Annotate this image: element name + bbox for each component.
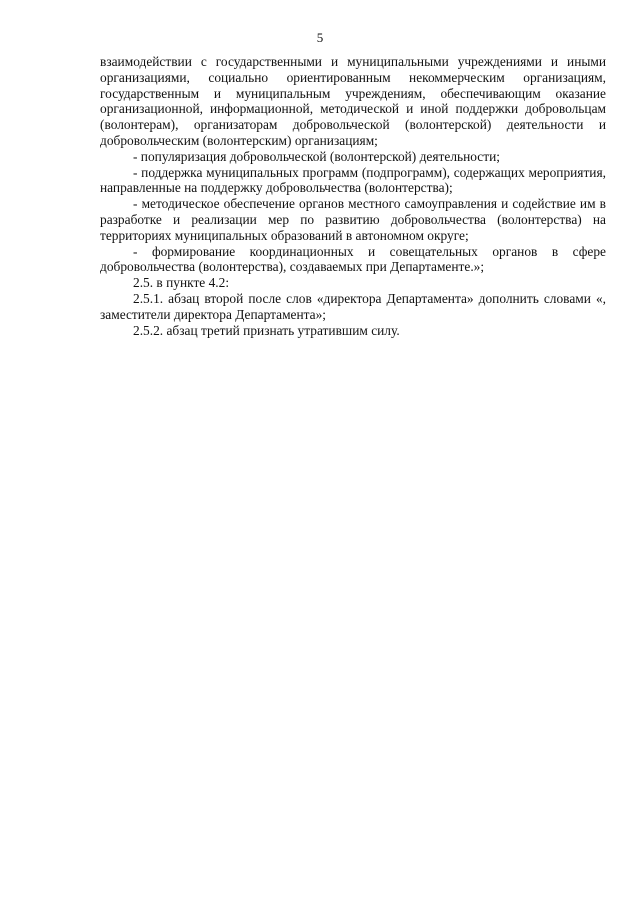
clause-2-5-2: 2.5.2. абзац третий признать утратившим силу. [133,322,400,338]
list-item-popularization: - популяризация добровольческой (волонтерской) деятельности; [133,148,500,164]
document-body [100,54,606,338]
list-item-methodical-support: - методическое обеспечение органов местного самоуправления и содействие им в разработке и реализации мер по развитию добровольчества (волонтерства) на территориях муниципальных образований в автономном округе; [100,196,606,243]
paragraph-continuation: взаимодействии с государственными и муниципальными учреждениями и иными организациями, социально ориентированным некоммерческим организациям, государственным и муниципальным учреждениям, обеспечивающим оказание организационной, информационной, методической и иной поддержки добровольцам (волонтерам), организаторам добровольческой (волонтерской) деятельности и добровольческим (волонтерским) организациям; [100,54,606,148]
list-item-program-support: - поддержка муниципальных программ (подпрограмм), содержащих мероприятия, направленные на поддержку добровольчества (волонтерства); [100,164,606,196]
clause-2-5-1: 2.5.1. абзац второй после слов «директора Департамента» дополнить словами «, заместители директора Департамента»; [100,290,606,322]
list-item-coordination-bodies: - формирование координационных и совещательных органов в сфере добровольчества (волонтерства), создаваемых при Департаменте.»; [100,243,606,275]
page-number: 5 [316,30,324,45]
clause-2-5: 2.5. в пункте 4.2: [133,275,230,291]
